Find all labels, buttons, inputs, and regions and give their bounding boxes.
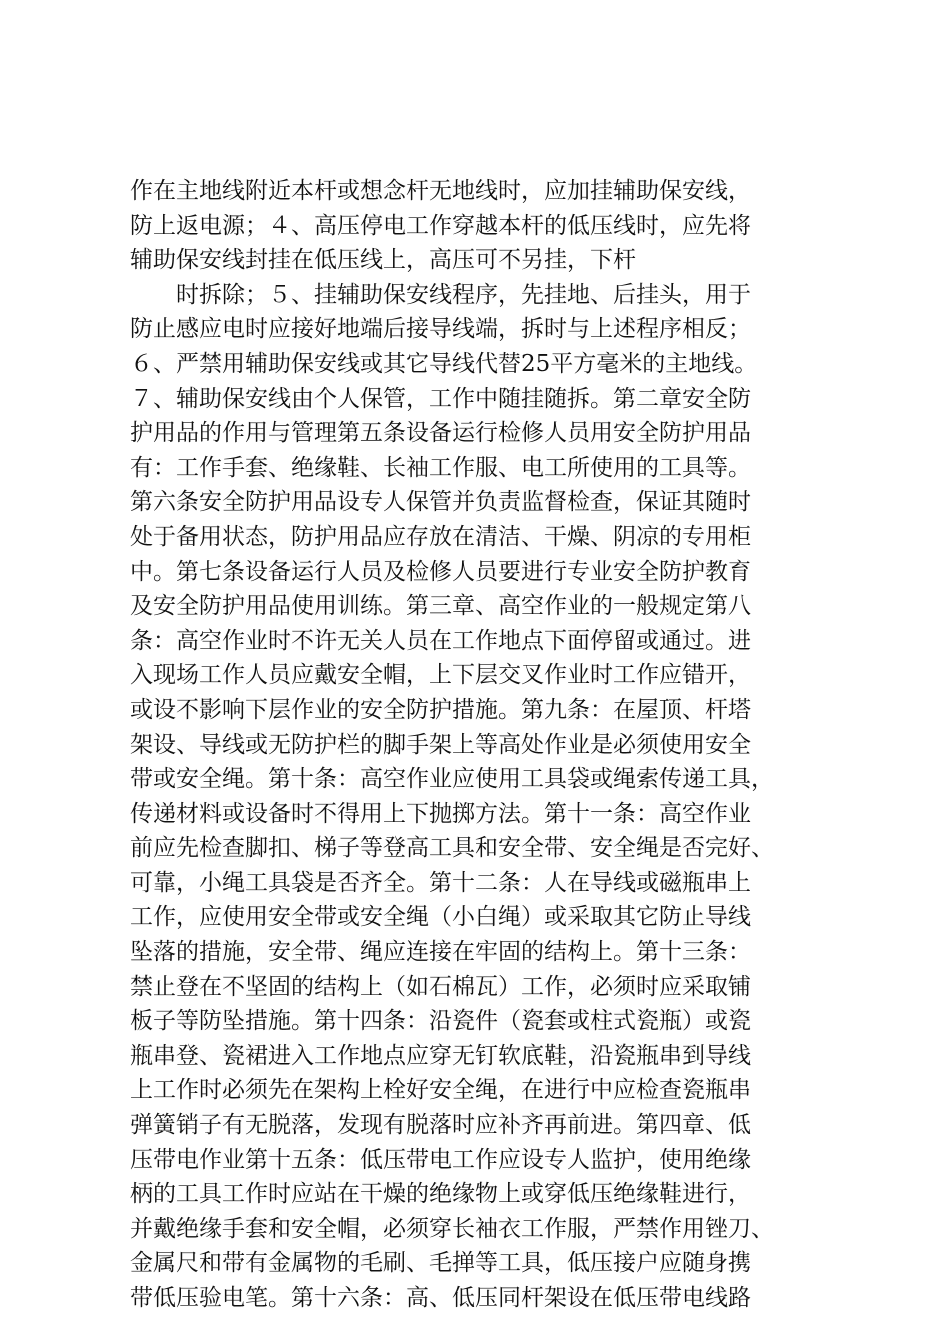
text-line: 弹簧销子有无脱落，发现有脱落时应补齐再前进。第四章、低 (130, 1112, 751, 1139)
text-line: 坠落的措施，安全带、绳应连接在牢固的结构上。第十三条： (130, 939, 751, 966)
text-line: 防上返电源；４、高压停电工作穿越本杆的低压线时，应先将 (130, 212, 751, 239)
text-line: 架设、导线或无防护栏的脚手架上等高处作业是必须使用安全 (130, 731, 751, 758)
text-line: 条：高空作业时不许无关人员在工作地点下面停留或通过。进 (130, 627, 751, 654)
text-line: 护用品的作用与管理第五条设备运行检修人员用安全防护用品 (130, 420, 751, 447)
text-line: 作在主地线附近本杆或想念杆无地线时，应加挂辅助保安线， (130, 178, 751, 204)
text-line: 带或安全绳。第十条：高空作业应使用工具袋或绳索传递工具， (130, 766, 774, 793)
text-line: 柄的工具工作时应站在干燥的绝缘物上或穿低压绝缘鞋进行， (130, 1181, 751, 1208)
body-text (130, 174, 840, 1316)
text-line: 或设不影响下层作业的安全防护措施。第九条：在屋顶、杆塔 (130, 696, 751, 723)
text-line: ７、辅助保安线由个人保管，工作中随挂随拆。第二章安全防 (130, 385, 751, 412)
text-line: 并戴绝缘手套和安全帽，必须穿长袖衣工作服，严禁作用锉刀、 (130, 1215, 774, 1242)
text-line: 入现场工作人员应戴安全帽，上下层交叉作业时工作应错开， (130, 662, 751, 689)
text-line: 可靠，小绳工具袋是否齐全。第十二条：人在导线或磁瓶串上 (130, 869, 751, 896)
text-line: 工作，应使用安全带或安全绳（小白绳）或采取其它防止导线 (130, 904, 751, 931)
text-line: 前应先检查脚扣、梯子等登高工具和安全带、安全绳是否完好、 (130, 835, 774, 862)
text-line: 上工作时必须先在架构上栓好安全绳，在进行中应检查瓷瓶串 (130, 1077, 751, 1104)
text-line: 板子等防坠措施。第十四条：沿瓷件（瓷套或柱式瓷瓶）或瓷 (130, 1008, 751, 1035)
text-line: ６、严禁用辅助保安线或其它导线代替25平方毫米的主地线。 (130, 350, 758, 377)
text-line: 及安全防护用品使用训练。第三章、高空作业的一般规定第八 (130, 593, 751, 620)
text-line: 中。第七条设备运行人员及检修人员要进行专业安全防护教育 (130, 558, 751, 585)
text-line-indented: 时拆除；５、挂辅助保安线程序，先挂地、后挂头，用于 (176, 281, 751, 308)
text-line: 有：工作手套、绝缘鞋、长袖工作服、电工所使用的工具等。 (130, 454, 751, 481)
text-line: 禁止登在不坚固的结构上（如石棉瓦）工作，必须时应采取铺 (130, 973, 751, 1000)
text-line: 金属尺和带有金属物的毛刷、毛掸等工具，低压接户应随身携 (130, 1250, 751, 1277)
text-line: 传递材料或设备时不得用上下抛掷方法。第十一条：高空作业 (130, 800, 751, 827)
text-line: 防止感应电时应接好地端后接导线端，拆时与上述程序相反； (130, 316, 751, 343)
text-line: 压带电作业第十五条：低压带电工作应设专人监护，使用绝缘 (130, 1146, 751, 1173)
text-line: 第六条安全防护用品设专人保管并负责监督检查，保证其随时 (130, 489, 751, 516)
text-line: 处于备用状态，防护用品应存放在清洁、干燥、阴凉的专用柜 (130, 523, 751, 550)
text-line: 带低压验电笔。第十六条：高、低压同杆架设在低压带电线路 (130, 1285, 751, 1311)
text-line: 瓶串登、瓷裙进入工作地点应穿无钉软底鞋，沿瓷瓶串到导线 (130, 1042, 751, 1069)
text-line: 辅助保安线封挂在低压线上，高压可不另挂，下杆 (130, 247, 636, 274)
